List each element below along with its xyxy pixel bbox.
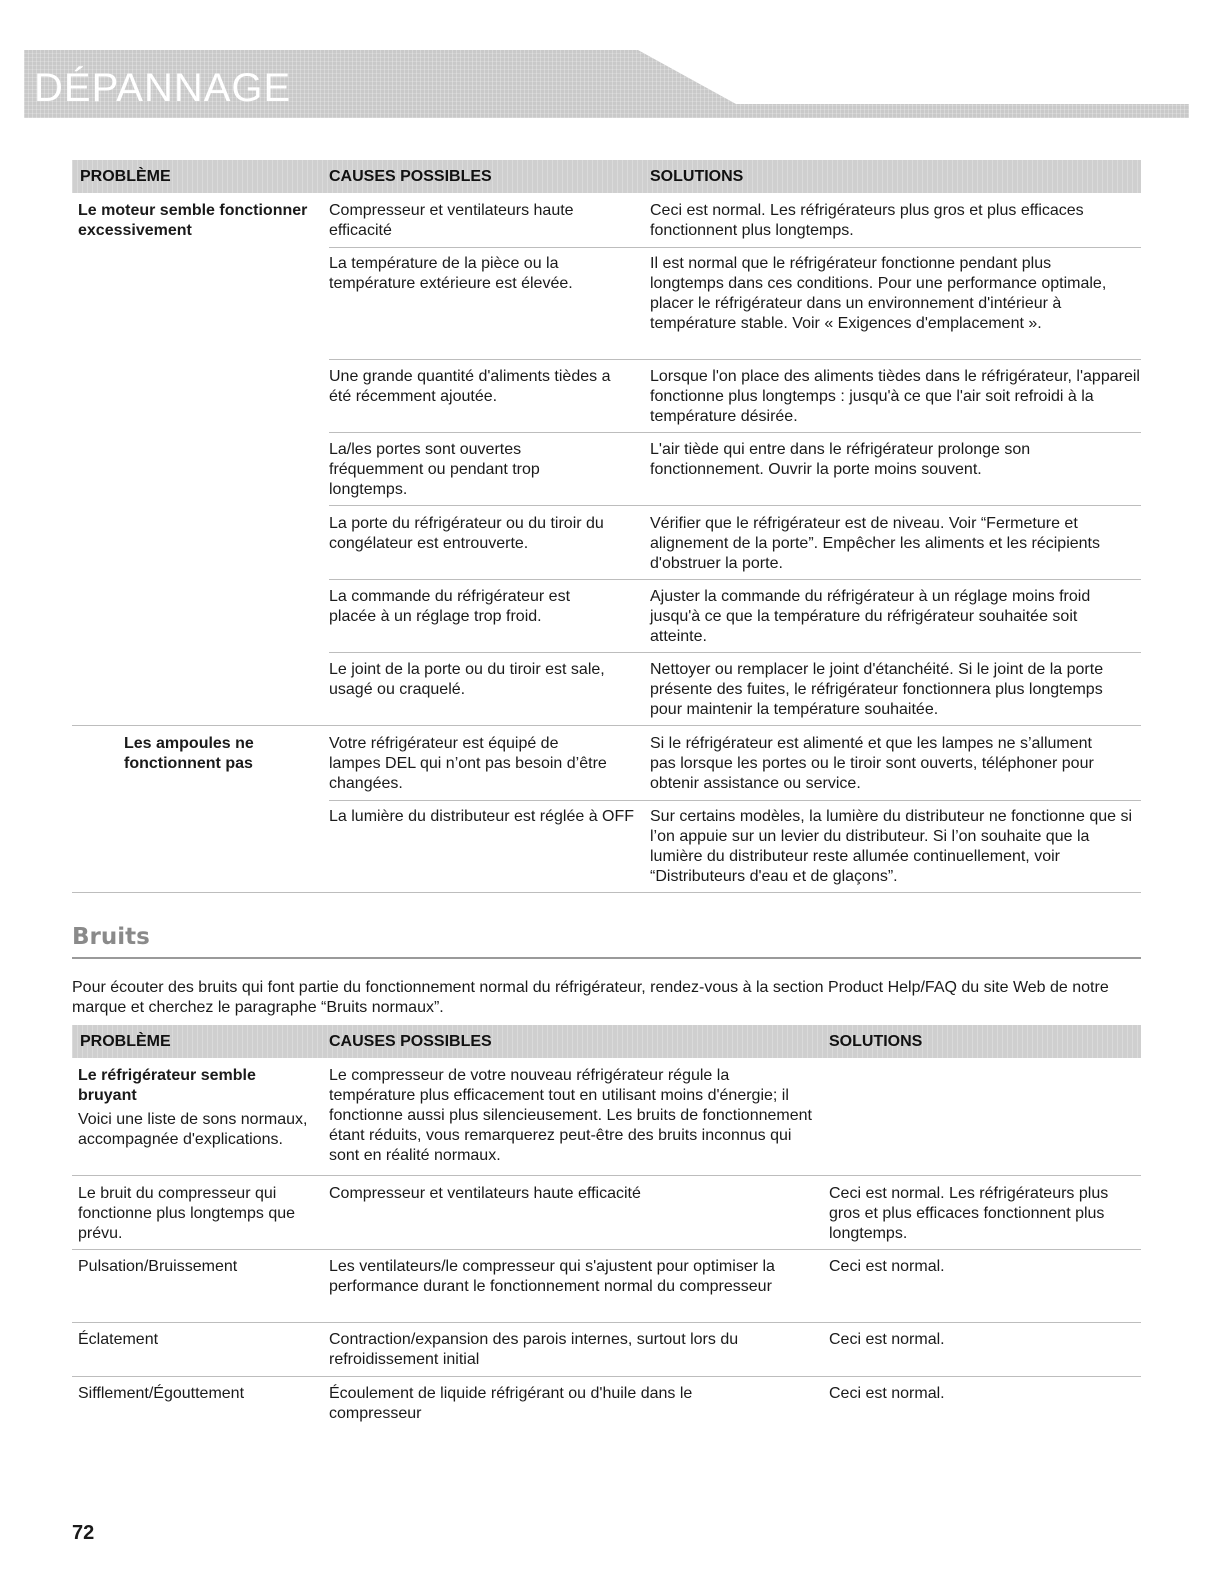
cause-text: Votre réfrigérateur est équipé de lampes DEL qui n’ont pas besoin d’être changées. <box>329 735 607 792</box>
problem-label: Le moteur semble fonctionner excessivement <box>78 202 308 239</box>
row-divider <box>329 505 1141 506</box>
problem-label: Les ampoules ne fonctionnent pas <box>124 735 254 772</box>
table-header <box>72 1025 1141 1058</box>
header-probleme: PROBLÈME <box>80 1033 171 1050</box>
solution-text: Si le réfrigérateur est alimenté et que les lampes ne s’allument pas lorsque les portes ou le tiroir sont ouverts, téléphoner pour obtenir assistance ou service. <box>650 735 1094 792</box>
cause-text: La lumière du distributeur est réglée à OFF <box>329 808 635 825</box>
cause-text: Compresseur et ventilateurs haute efficacité <box>329 202 574 239</box>
cause-text: La température de la pièce ou la température extérieure est élevée. <box>329 255 573 292</box>
cause-text: La porte du réfrigérateur ou du tiroir du congélateur est entrouverte. <box>329 515 604 552</box>
solution-text: Lorsque l'on place des aliments tièdes dans le réfrigérateur, l'appareil fonctionne plus longtemps : jusqu'à ce que l'air soit refroidi à la température désirée. <box>650 368 1140 425</box>
row-divider <box>329 800 1141 801</box>
solution-text: Sur certains modèles, la lumière du distributeur ne fonctionne que si l’on appuie sur un levier du distributeur. Si l’on souhaite que la lumière du distributeur reste allumée continuellement, voir “Distributeurs d'eau et de glaçons”. <box>650 808 1133 885</box>
cause-text: Compresseur et ventilateurs haute efficacité <box>329 1185 641 1202</box>
cause-text: Contraction/expansion des parois internes, surtout lors du refroidissement initial <box>329 1331 739 1368</box>
cause-text: Une grande quantité d'aliments tièdes a été récemment ajoutée. <box>329 368 611 405</box>
problem-text: Le bruit du compresseur qui fonctionne plus longtemps que prévu. <box>78 1185 296 1242</box>
row-divider <box>329 652 1141 653</box>
section-rule <box>72 957 1141 959</box>
problem-text: Éclatement <box>78 1331 159 1348</box>
row-divider <box>329 359 1141 360</box>
row-divider <box>72 1322 1141 1323</box>
solution-text: Vérifier que le réfrigérateur est de niveau. Voir “Fermeture et alignement de la porte”. Empêcher les aliments et les récipients d'obstruer la porte. <box>650 515 1100 572</box>
problem-text: Sifflement/Égouttement <box>78 1385 245 1402</box>
header-causes: CAUSES POSSIBLES <box>329 168 492 185</box>
solution-text: Ceci est normal. Les réfrigérateurs plus gros et plus efficaces fonctionnent plus longtemps. <box>829 1185 1109 1242</box>
solution-text: Nettoyer ou remplacer le joint d'étanchéité. Si le joint de la porte présente des fuites, le réfrigérateur fonctionnera plus longtemps pour maintenir la température souhaitée. <box>650 661 1104 718</box>
row-divider <box>72 1249 1141 1250</box>
solution-text: Ceci est normal. <box>829 1385 945 1402</box>
header-solutions: SOLUTIONS <box>829 1033 923 1050</box>
cause-text: Le joint de la porte ou du tiroir est sale, usagé ou craquelé. <box>329 661 605 698</box>
problem-label: Le réfrigérateur semble bruyant <box>78 1067 256 1104</box>
problem-note: Voici une liste de sons normaux, accompagnée d'explications. <box>78 1111 308 1148</box>
solution-text: Ajuster la commande du réfrigérateur à un réglage moins froid jusqu'à ce que la température du réfrigérateur souhaitée soit atteinte. <box>650 588 1091 645</box>
page-number: 72 <box>72 1522 95 1544</box>
row-divider <box>72 725 1141 726</box>
cause-text: Les ventilateurs/le compresseur qui s'ajustent pour optimiser la performance durant le fonctionnement normal du compresseur <box>329 1258 775 1295</box>
table-header <box>72 160 1141 193</box>
cause-text: La/les portes sont ouvertes fréquemment ou pendant trop longtemps. <box>329 441 540 498</box>
row-divider <box>329 579 1141 580</box>
header-probleme: PROBLÈME <box>80 168 171 185</box>
problem-text: Pulsation/Bruissement <box>78 1258 238 1275</box>
page-title: DÉPANNAGE <box>34 66 292 110</box>
solution-text: Il est normal que le réfrigérateur fonctionne pendant plus longtemps dans ces conditions. Pour une performance optimale, placer le réfrigérateur dans un environnement d'intérieur à température stable. Voir « Exigences d'emplacement ». <box>650 255 1107 332</box>
cause-text: Le compresseur de votre nouveau réfrigérateur régule la température plus efficacement tout en utilisant moins d'énergie; il fonctionne aussi plus silencieusement. Les bruits de fonctionnement étant réduits, vous remarquerez peut-être des bruits inconnus qui sont en réalité normaux. <box>329 1067 812 1164</box>
row-divider <box>72 1376 1141 1377</box>
noise-table <box>72 1025 1141 1058</box>
solution-text: Ceci est normal. Les réfrigérateurs plus gros et plus efficaces fonctionnent plus longtemps. <box>650 202 1084 239</box>
header-causes: CAUSES POSSIBLES <box>329 1033 492 1050</box>
row-divider <box>72 892 1141 893</box>
solution-text: Ceci est normal. <box>829 1331 945 1348</box>
row-divider <box>72 1175 1141 1176</box>
cause-text: La commande du réfrigérateur est placée à un réglage trop froid. <box>329 588 571 625</box>
section-title: Bruits <box>72 924 150 950</box>
row-divider <box>329 432 1141 433</box>
cause-text: Écoulement de liquide réfrigérant ou d'huile dans le compresseur <box>329 1385 693 1422</box>
solution-text: L'air tiède qui entre dans le réfrigérateur prolonge son fonctionnement. Ouvrir la porte moins souvent. <box>650 441 1031 478</box>
row-divider <box>329 247 1141 248</box>
solution-text: Ceci est normal. <box>829 1258 945 1275</box>
section-intro: Pour écouter des bruits qui font partie du fonctionnement normal du réfrigérateur, rendez-vous à la section Product Help/FAQ du site Web de notre marque et cherchez le paragraphe “Bruits normaux”. <box>72 979 1109 1016</box>
header-solutions: SOLUTIONS <box>650 168 744 185</box>
troubleshooting-table <box>72 160 1141 193</box>
